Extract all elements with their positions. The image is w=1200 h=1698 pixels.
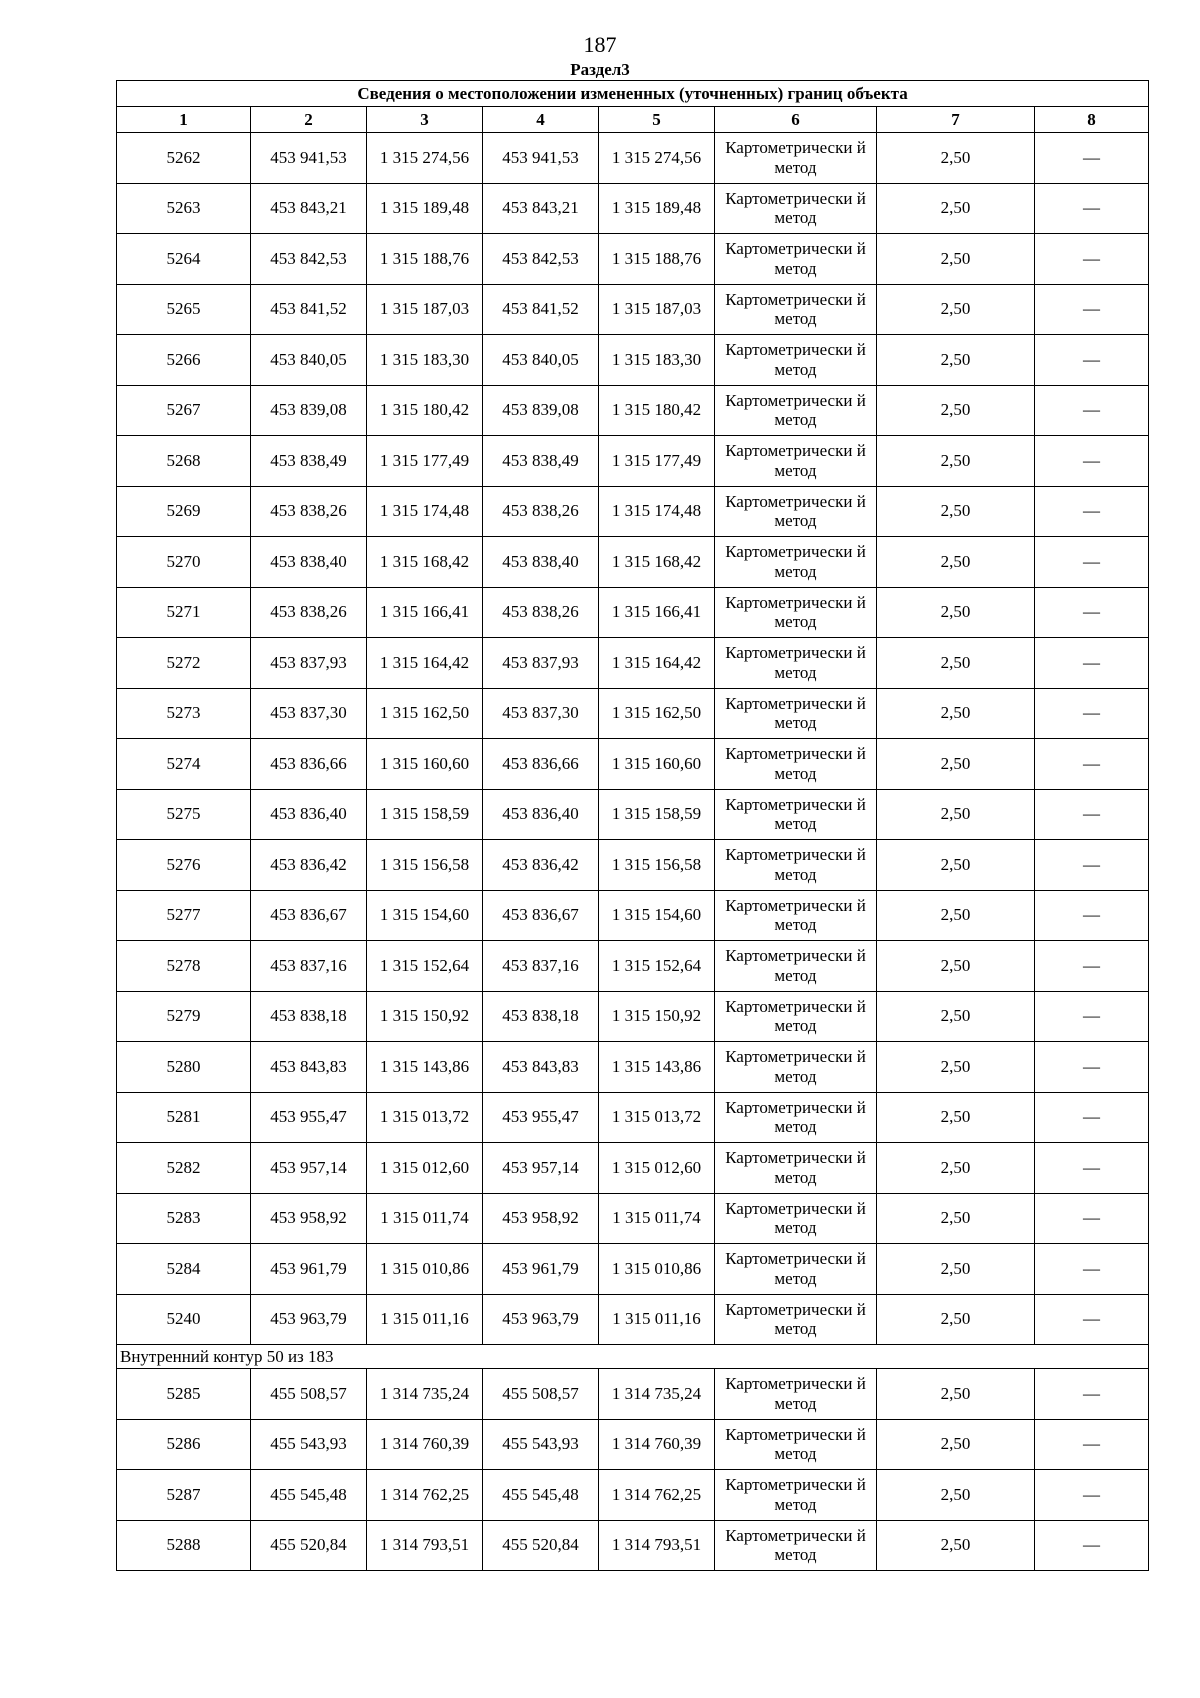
x-new-cell: 455 520,84	[483, 1520, 599, 1571]
x-existing-cell: 453 838,18	[251, 991, 367, 1042]
table-row	[117, 436, 1149, 487]
method-cell: Картометрически й метод	[715, 335, 877, 386]
x-new-cell: 453 842,53	[483, 234, 599, 285]
method-cell: Картометрически й метод	[715, 638, 877, 689]
y-existing-cell: 1 315 011,74	[367, 1193, 483, 1244]
point-number-cell: 5271	[117, 587, 251, 638]
description-cell: —	[1035, 486, 1149, 537]
accuracy-cell: 2,50	[877, 1294, 1035, 1345]
table-row	[117, 133, 1149, 184]
method-cell: Картометрически й метод	[715, 587, 877, 638]
y-new-cell: 1 315 164,42	[599, 638, 715, 689]
y-existing-cell: 1 315 012,60	[367, 1143, 483, 1194]
description-cell: —	[1035, 789, 1149, 840]
y-existing-cell: 1 315 013,72	[367, 1092, 483, 1143]
table-row	[117, 840, 1149, 891]
method-cell: Картометрически й метод	[715, 1193, 877, 1244]
column-number: 3	[367, 107, 483, 133]
accuracy-cell: 2,50	[877, 133, 1035, 184]
y-new-cell: 1 315 160,60	[599, 739, 715, 790]
description-cell: —	[1035, 284, 1149, 335]
x-existing-cell: 453 838,26	[251, 486, 367, 537]
table-row	[117, 688, 1149, 739]
accuracy-cell: 2,50	[877, 1042, 1035, 1093]
method-cell: Картометрически й метод	[715, 1092, 877, 1143]
x-existing-cell: 453 837,30	[251, 688, 367, 739]
method-cell: Картометрически й метод	[715, 840, 877, 891]
accuracy-cell: 2,50	[877, 537, 1035, 588]
y-existing-cell: 1 315 187,03	[367, 284, 483, 335]
table-row	[117, 1143, 1149, 1194]
x-existing-cell: 453 843,83	[251, 1042, 367, 1093]
x-existing-cell: 453 837,93	[251, 638, 367, 689]
table-row	[117, 1244, 1149, 1295]
point-number-cell: 5263	[117, 183, 251, 234]
y-new-cell: 1 314 735,24	[599, 1369, 715, 1420]
description-cell: —	[1035, 587, 1149, 638]
y-existing-cell: 1 315 158,59	[367, 789, 483, 840]
description-cell: —	[1035, 385, 1149, 436]
point-number-cell: 5240	[117, 1294, 251, 1345]
y-new-cell: 1 315 011,74	[599, 1193, 715, 1244]
y-new-cell: 1 315 187,03	[599, 284, 715, 335]
x-new-cell: 453 838,18	[483, 991, 599, 1042]
point-number-cell: 5285	[117, 1369, 251, 1420]
x-existing-cell: 453 838,26	[251, 587, 367, 638]
point-number-cell: 5273	[117, 688, 251, 739]
table-row	[117, 1294, 1149, 1345]
x-existing-cell: 453 838,40	[251, 537, 367, 588]
x-existing-cell: 453 958,92	[251, 1193, 367, 1244]
method-cell: Картометрически й метод	[715, 486, 877, 537]
method-cell: Картометрически й метод	[715, 1520, 877, 1571]
x-new-cell: 455 545,48	[483, 1470, 599, 1521]
x-existing-cell: 455 520,84	[251, 1520, 367, 1571]
x-new-cell: 453 843,21	[483, 183, 599, 234]
description-cell: —	[1035, 941, 1149, 992]
accuracy-cell: 2,50	[877, 890, 1035, 941]
table-row	[117, 739, 1149, 790]
x-new-cell: 453 840,05	[483, 335, 599, 386]
description-cell: —	[1035, 1470, 1149, 1521]
x-existing-cell: 453 961,79	[251, 1244, 367, 1295]
x-existing-cell: 453 842,53	[251, 234, 367, 285]
x-new-cell: 453 837,30	[483, 688, 599, 739]
point-number-cell: 5277	[117, 890, 251, 941]
y-existing-cell: 1 315 011,16	[367, 1294, 483, 1345]
y-new-cell: 1 315 143,86	[599, 1042, 715, 1093]
x-new-cell: 453 836,40	[483, 789, 599, 840]
x-new-cell: 453 839,08	[483, 385, 599, 436]
x-new-cell: 455 508,57	[483, 1369, 599, 1420]
y-existing-cell: 1 315 150,92	[367, 991, 483, 1042]
y-new-cell: 1 315 154,60	[599, 890, 715, 941]
y-existing-cell: 1 315 164,42	[367, 638, 483, 689]
table-row	[117, 1419, 1149, 1470]
y-existing-cell: 1 314 793,51	[367, 1520, 483, 1571]
point-number-cell: 5269	[117, 486, 251, 537]
description-cell: —	[1035, 840, 1149, 891]
page-number: 187	[583, 32, 617, 57]
table-row	[117, 486, 1149, 537]
x-existing-cell: 453 837,16	[251, 941, 367, 992]
y-existing-cell: 1 315 160,60	[367, 739, 483, 790]
y-existing-cell: 1 314 760,39	[367, 1419, 483, 1470]
y-existing-cell: 1 315 166,41	[367, 587, 483, 638]
table-row	[117, 537, 1149, 588]
x-new-cell: 453 963,79	[483, 1294, 599, 1345]
point-number-cell: 5288	[117, 1520, 251, 1571]
point-number-cell: 5274	[117, 739, 251, 790]
table-row	[117, 587, 1149, 638]
y-new-cell: 1 315 274,56	[599, 133, 715, 184]
description-cell: —	[1035, 1244, 1149, 1295]
y-new-cell: 1 315 180,42	[599, 385, 715, 436]
column-number: 8	[1035, 107, 1149, 133]
x-existing-cell: 453 841,52	[251, 284, 367, 335]
accuracy-cell: 2,50	[877, 1193, 1035, 1244]
method-cell: Картометрически й метод	[715, 1294, 877, 1345]
accuracy-cell: 2,50	[877, 840, 1035, 891]
method-cell: Картометрически й метод	[715, 385, 877, 436]
point-number-cell: 5268	[117, 436, 251, 487]
y-existing-cell: 1 315 177,49	[367, 436, 483, 487]
method-cell: Картометрически й метод	[715, 1369, 877, 1420]
y-new-cell: 1 315 162,50	[599, 688, 715, 739]
point-number-cell: 5266	[117, 335, 251, 386]
description-cell: —	[1035, 739, 1149, 790]
point-number-cell: 5276	[117, 840, 251, 891]
y-existing-cell: 1 315 174,48	[367, 486, 483, 537]
method-cell: Картометрически й метод	[715, 436, 877, 487]
x-new-cell: 453 836,67	[483, 890, 599, 941]
table-row	[117, 941, 1149, 992]
accuracy-cell: 2,50	[877, 789, 1035, 840]
y-existing-cell: 1 315 154,60	[367, 890, 483, 941]
method-cell: Картометрически й метод	[715, 941, 877, 992]
method-cell: Картометрически й метод	[715, 234, 877, 285]
y-new-cell: 1 315 156,58	[599, 840, 715, 891]
description-cell: —	[1035, 991, 1149, 1042]
method-cell: Картометрически й метод	[715, 1143, 877, 1194]
contour-label: Внутренний контур 50 из 183	[117, 1345, 1149, 1369]
method-cell: Картометрически й метод	[715, 739, 877, 790]
description-cell: —	[1035, 688, 1149, 739]
x-existing-cell: 453 836,66	[251, 739, 367, 790]
boundary-coordinates-table	[116, 80, 1149, 1571]
x-existing-cell: 453 840,05	[251, 335, 367, 386]
y-new-cell: 1 315 013,72	[599, 1092, 715, 1143]
description-cell: —	[1035, 890, 1149, 941]
description-cell: —	[1035, 537, 1149, 588]
x-new-cell: 453 838,40	[483, 537, 599, 588]
y-existing-cell: 1 315 180,42	[367, 385, 483, 436]
y-new-cell: 1 315 183,30	[599, 335, 715, 386]
y-new-cell: 1 315 010,86	[599, 1244, 715, 1295]
x-new-cell: 453 958,92	[483, 1193, 599, 1244]
y-new-cell: 1 315 166,41	[599, 587, 715, 638]
table-row	[117, 1092, 1149, 1143]
x-new-cell: 453 955,47	[483, 1092, 599, 1143]
x-new-cell: 453 841,52	[483, 284, 599, 335]
point-number-cell: 5281	[117, 1092, 251, 1143]
y-new-cell: 1 314 762,25	[599, 1470, 715, 1521]
table-row	[117, 890, 1149, 941]
x-existing-cell: 453 839,08	[251, 385, 367, 436]
description-cell: —	[1035, 335, 1149, 386]
method-cell: Картометрически й метод	[715, 789, 877, 840]
y-existing-cell: 1 314 762,25	[367, 1470, 483, 1521]
description-cell: —	[1035, 1294, 1149, 1345]
accuracy-cell: 2,50	[877, 1520, 1035, 1571]
table-body	[117, 133, 1149, 1571]
method-cell: Картометрически й метод	[715, 133, 877, 184]
method-cell: Картометрически й метод	[715, 688, 877, 739]
description-cell: —	[1035, 1143, 1149, 1194]
table-row	[117, 1470, 1149, 1521]
table-row	[117, 991, 1149, 1042]
point-number-cell: 5283	[117, 1193, 251, 1244]
accuracy-cell: 2,50	[877, 284, 1035, 335]
column-number-row	[117, 107, 1149, 133]
point-number-cell: 5265	[117, 284, 251, 335]
x-new-cell: 453 837,93	[483, 638, 599, 689]
method-cell: Картометрически й метод	[715, 890, 877, 941]
method-cell: Картометрически й метод	[715, 537, 877, 588]
point-number-cell: 5267	[117, 385, 251, 436]
x-new-cell: 453 838,26	[483, 587, 599, 638]
y-existing-cell: 1 315 010,86	[367, 1244, 483, 1295]
x-new-cell: 453 961,79	[483, 1244, 599, 1295]
description-cell: —	[1035, 436, 1149, 487]
accuracy-cell: 2,50	[877, 1244, 1035, 1295]
description-cell: —	[1035, 1042, 1149, 1093]
point-number-cell: 5284	[117, 1244, 251, 1295]
method-cell: Картометрически й метод	[715, 991, 877, 1042]
table-row	[117, 284, 1149, 335]
column-number: 4	[483, 107, 599, 133]
x-existing-cell: 453 955,47	[251, 1092, 367, 1143]
table-row	[117, 1520, 1149, 1571]
accuracy-cell: 2,50	[877, 436, 1035, 487]
x-existing-cell: 455 543,93	[251, 1419, 367, 1470]
table-row	[117, 234, 1149, 285]
accuracy-cell: 2,50	[877, 486, 1035, 537]
y-existing-cell: 1 315 168,42	[367, 537, 483, 588]
method-cell: Картометрически й метод	[715, 1419, 877, 1470]
description-cell: —	[1035, 1369, 1149, 1420]
column-number: 6	[715, 107, 877, 133]
accuracy-cell: 2,50	[877, 1470, 1035, 1521]
x-new-cell: 453 941,53	[483, 133, 599, 184]
table-title-row	[117, 81, 1149, 107]
table-row	[117, 789, 1149, 840]
description-cell: —	[1035, 1193, 1149, 1244]
x-new-cell: 453 837,16	[483, 941, 599, 992]
y-existing-cell: 1 315 143,86	[367, 1042, 483, 1093]
column-number: 7	[877, 107, 1035, 133]
column-number: 2	[251, 107, 367, 133]
description-cell: —	[1035, 1520, 1149, 1571]
point-number-cell: 5275	[117, 789, 251, 840]
y-new-cell: 1 315 011,16	[599, 1294, 715, 1345]
y-new-cell: 1 315 158,59	[599, 789, 715, 840]
x-existing-cell: 453 843,21	[251, 183, 367, 234]
point-number-cell: 5264	[117, 234, 251, 285]
y-existing-cell: 1 315 162,50	[367, 688, 483, 739]
x-new-cell: 453 836,42	[483, 840, 599, 891]
y-existing-cell: 1 314 735,24	[367, 1369, 483, 1420]
x-existing-cell: 453 957,14	[251, 1143, 367, 1194]
y-existing-cell: 1 315 152,64	[367, 941, 483, 992]
method-cell: Картометрически й метод	[715, 183, 877, 234]
table-row	[117, 1369, 1149, 1420]
point-number-cell: 5282	[117, 1143, 251, 1194]
column-number: 1	[117, 107, 251, 133]
x-existing-cell: 453 836,42	[251, 840, 367, 891]
x-existing-cell: 455 545,48	[251, 1470, 367, 1521]
description-cell: —	[1035, 183, 1149, 234]
description-cell: —	[1035, 1092, 1149, 1143]
y-new-cell: 1 315 152,64	[599, 941, 715, 992]
accuracy-cell: 2,50	[877, 1419, 1035, 1470]
accuracy-cell: 2,50	[877, 587, 1035, 638]
accuracy-cell: 2,50	[877, 638, 1035, 689]
accuracy-cell: 2,50	[877, 385, 1035, 436]
y-existing-cell: 1 315 156,58	[367, 840, 483, 891]
accuracy-cell: 2,50	[877, 1143, 1035, 1194]
y-new-cell: 1 314 760,39	[599, 1419, 715, 1470]
accuracy-cell: 2,50	[877, 1092, 1035, 1143]
point-number-cell: 5272	[117, 638, 251, 689]
y-existing-cell: 1 315 183,30	[367, 335, 483, 386]
method-cell: Картометрически й метод	[715, 1244, 877, 1295]
point-number-cell: 5279	[117, 991, 251, 1042]
description-cell: —	[1035, 1419, 1149, 1470]
point-number-cell: 5270	[117, 537, 251, 588]
y-existing-cell: 1 315 274,56	[367, 133, 483, 184]
column-number: 5	[599, 107, 715, 133]
y-new-cell: 1 315 174,48	[599, 486, 715, 537]
table-row	[117, 1193, 1149, 1244]
accuracy-cell: 2,50	[877, 335, 1035, 386]
y-new-cell: 1 314 793,51	[599, 1520, 715, 1571]
x-new-cell: 453 957,14	[483, 1143, 599, 1194]
section-label: Раздел3	[570, 60, 630, 79]
x-existing-cell: 453 941,53	[251, 133, 367, 184]
y-new-cell: 1 315 177,49	[599, 436, 715, 487]
point-number-cell: 5262	[117, 133, 251, 184]
x-new-cell: 453 843,83	[483, 1042, 599, 1093]
y-new-cell: 1 315 189,48	[599, 183, 715, 234]
accuracy-cell: 2,50	[877, 234, 1035, 285]
x-new-cell: 453 838,26	[483, 486, 599, 537]
point-number-cell: 5287	[117, 1470, 251, 1521]
x-new-cell: 453 838,49	[483, 436, 599, 487]
accuracy-cell: 2,50	[877, 991, 1035, 1042]
x-existing-cell: 455 508,57	[251, 1369, 367, 1420]
accuracy-cell: 2,50	[877, 688, 1035, 739]
description-cell: —	[1035, 133, 1149, 184]
accuracy-cell: 2,50	[877, 1369, 1035, 1420]
description-cell: —	[1035, 234, 1149, 285]
table-row	[117, 183, 1149, 234]
contour-header-row	[117, 1345, 1149, 1369]
y-new-cell: 1 315 168,42	[599, 537, 715, 588]
x-existing-cell: 453 838,49	[251, 436, 367, 487]
table-row	[117, 335, 1149, 386]
point-number-cell: 5286	[117, 1419, 251, 1470]
x-new-cell: 455 543,93	[483, 1419, 599, 1470]
y-new-cell: 1 315 150,92	[599, 991, 715, 1042]
description-cell: —	[1035, 638, 1149, 689]
method-cell: Картометрически й метод	[715, 284, 877, 335]
point-number-cell: 5278	[117, 941, 251, 992]
table-row	[117, 1042, 1149, 1093]
accuracy-cell: 2,50	[877, 941, 1035, 992]
x-existing-cell: 453 836,40	[251, 789, 367, 840]
y-new-cell: 1 315 012,60	[599, 1143, 715, 1194]
point-number-cell: 5280	[117, 1042, 251, 1093]
x-existing-cell: 453 963,79	[251, 1294, 367, 1345]
x-new-cell: 453 836,66	[483, 739, 599, 790]
method-cell: Картометрически й метод	[715, 1470, 877, 1521]
accuracy-cell: 2,50	[877, 183, 1035, 234]
table-row	[117, 385, 1149, 436]
x-existing-cell: 453 836,67	[251, 890, 367, 941]
table-row	[117, 638, 1149, 689]
accuracy-cell: 2,50	[877, 739, 1035, 790]
y-new-cell: 1 315 188,76	[599, 234, 715, 285]
y-existing-cell: 1 315 189,48	[367, 183, 483, 234]
table-title: Сведения о местоположении измененных (уточненных) границ объекта	[117, 81, 1149, 107]
y-existing-cell: 1 315 188,76	[367, 234, 483, 285]
method-cell: Картометрически й метод	[715, 1042, 877, 1093]
